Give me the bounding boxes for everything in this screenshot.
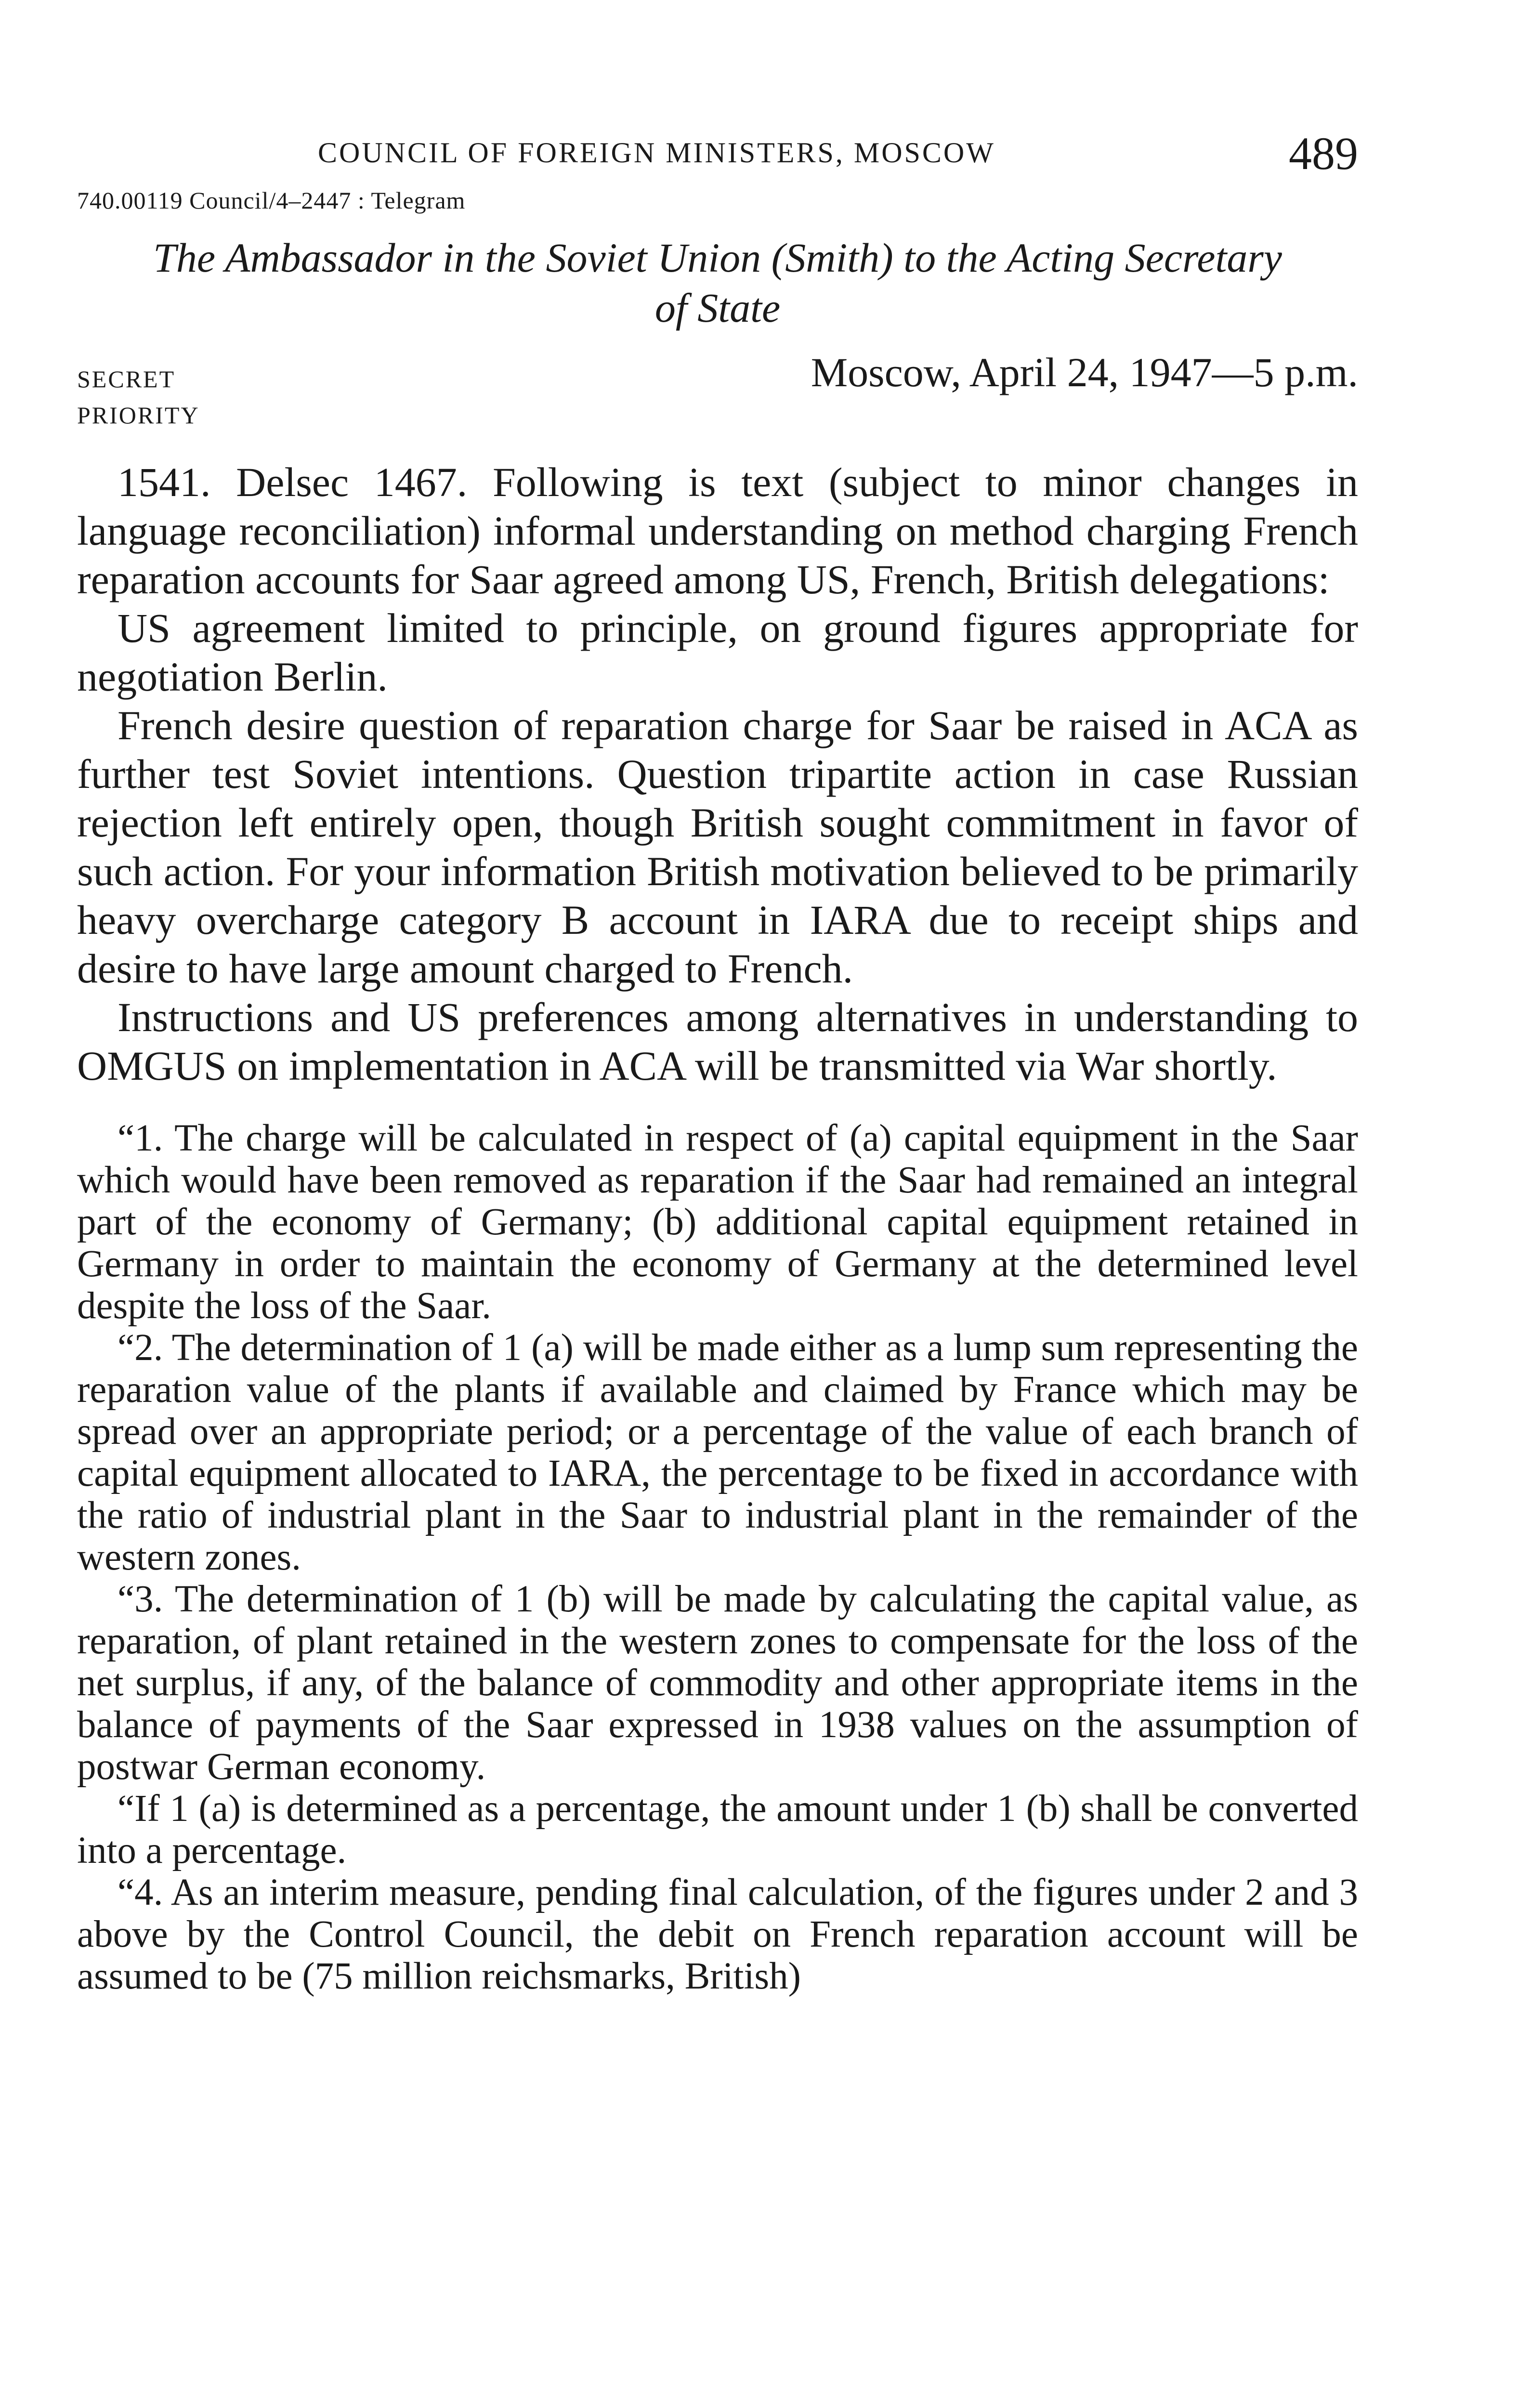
body-paragraph: Instructions and US preferences among alternatives in understanding to OMGUS on implementation in ACA will be transmitted via War shortly.: [77, 994, 1358, 1089]
file-reference: 740.00119 Council/4–2447 : Telegram: [77, 187, 466, 214]
body-paragraph: 1541. Delsec 1467. Following is text (subject to minor changes in language reconciliation) informal understanding on method charging French reparation accounts for Saar agreed among US, French, British delegations:: [77, 459, 1358, 602]
telegram-body: [77, 458, 1358, 1090]
page-number: 489: [1289, 128, 1358, 179]
body-paragraph: French desire question of reparation charge for Saar be raised in ACA as further test Soviet intentions. Question tripartite action in case Russian rejection left entirely open, though British sought commitment in favor of such action. For your information British motivation believed to be primarily heavy overcharge category B account in IARA due to receipt ships and desire to have large amount charged to French.: [77, 702, 1358, 992]
running-head: [77, 123, 1358, 179]
body-paragraph: US agreement limited to principle, on ground figures appropriate for negotiation Berlin.: [77, 605, 1358, 700]
quoted-paragraph: “2. The determination of 1 (a) will be made either as a lump sum representing the reparation value of the plants if available and claimed by France which may be spread over an appropriate period; or a percentage of the value of each branch of capital equipment allocated to IARA, the percentage to be fixed in accordance with the ratio of industrial plant in the Saar to industrial plant in the remainder of the western zones.: [77, 1327, 1358, 1578]
document-title: The Ambassador in the Soviet Union (Smith) to the Acting Secretary of State: [153, 235, 1282, 331]
quoted-understanding: [77, 1117, 1358, 1997]
document-page: [77, 123, 1358, 1997]
dateline: Moscow, April 24, 1947—5 p.m.: [811, 349, 1358, 395]
quoted-paragraph: “If 1 (a) is determined as a percentage, the amount under 1 (b) shall be converted into a percentage.: [77, 1788, 1358, 1871]
classification-row: [77, 348, 1358, 401]
quoted-paragraph: “4. As an interim measure, pending final calculation, of the figures under 2 and 3 above by the Control Council, the debit on French reparation account will be assumed to be (75 million reichsmarks, British): [77, 1871, 1358, 1997]
quoted-paragraph: “3. The determination of 1 (b) will be made by calculating the capital value, as reparation, of plant retained in the western zones to compensate for the loss of the net surplus, if any, of the balance of commodity and other appropriate items in the balance of payments of the Saar expressed in 1938 values on the assumption of postwar German economy.: [77, 1578, 1358, 1788]
quoted-paragraph: “1. The charge will be calculated in respect of (a) capital equipment in the Saar which would have been removed as reparation if the Saar had remained an integral part of the economy of Germany; (b) additional capital equipment retained in Germany in order to maintain the economy of Germany at the determined level despite the loss of the Saar.: [77, 1117, 1358, 1327]
priority-label: PRIORITY: [77, 402, 200, 429]
running-title: COUNCIL OF FOREIGN MINISTERS, MOSCOW: [318, 137, 995, 169]
classification-label: SECRET: [77, 366, 176, 393]
